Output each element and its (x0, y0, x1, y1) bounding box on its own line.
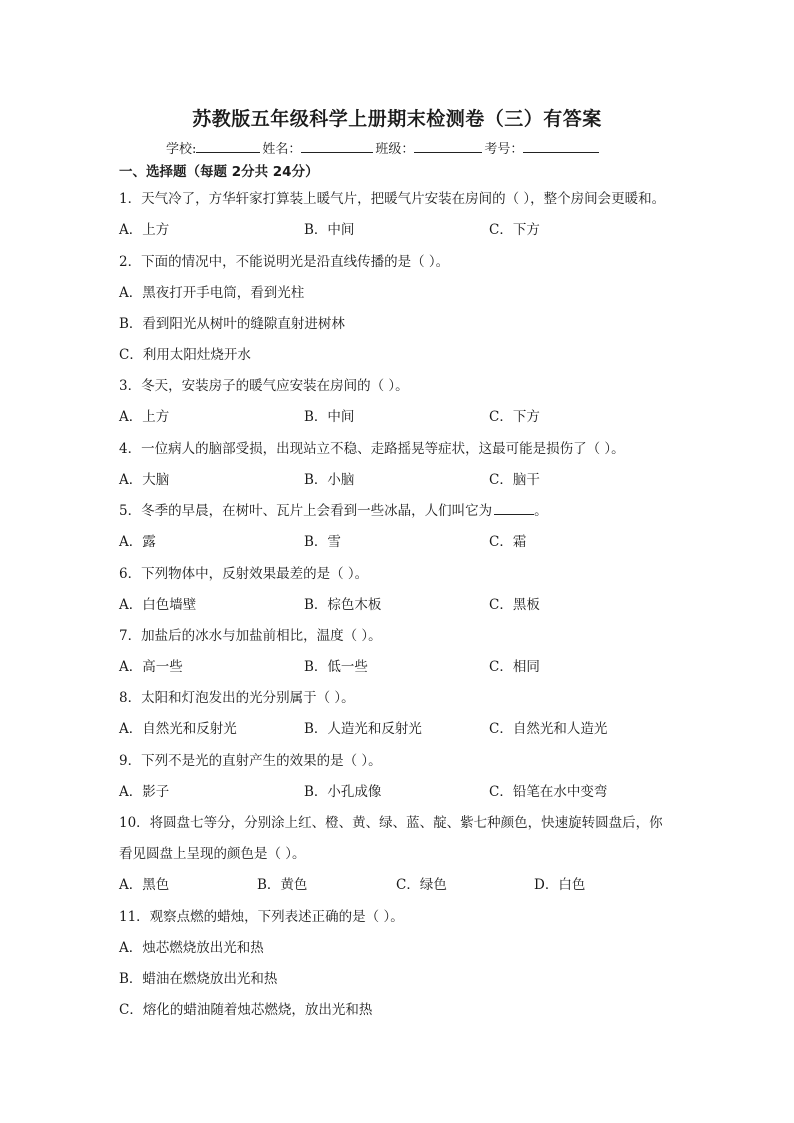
question-4: 4．一位病人的脑部受损，出现站立不稳、走路摇晃等症状，这最可能是损伤了（ ）。 (119, 441, 625, 457)
question-10-options (119, 873, 719, 893)
option-c[interactable]: C．脑干 (489, 472, 540, 488)
option-a[interactable]: A．高一些 (119, 659, 183, 675)
option-a[interactable]: A．黑色 (119, 877, 170, 893)
option-b[interactable]: B．小孔成像 (304, 784, 382, 800)
option-c[interactable]: C．自然光和人造光 (489, 721, 608, 737)
question-7-options (119, 655, 719, 675)
option-b[interactable]: B．看到阳光从树叶的缝隙直射进树林 (119, 316, 345, 332)
option-b[interactable]: B．黄色 (257, 877, 308, 893)
question-7: 7．加盐后的冰水与加盐前相比，温度（ ）。 (119, 628, 382, 644)
question-6-options (119, 593, 719, 613)
option-b[interactable]: B．小脑 (304, 472, 355, 488)
option-c[interactable]: C．熔化的蜡油随着烛芯燃烧，放出光和热 (119, 1002, 373, 1018)
section-heading: 一、选择题（每题 2分共 24分） (119, 164, 319, 180)
question-3: 3．冬天，安装房子的暖气应安装在房间的（ ）。 (119, 378, 409, 394)
question-9-options (119, 780, 719, 800)
question-11: 11．观察点燃的蜡烛，下列表述正确的是（ ）。 (119, 909, 404, 925)
option-b[interactable]: B．中间 (304, 222, 355, 238)
option-a[interactable]: A．自然光和反射光 (119, 721, 237, 737)
option-b[interactable]: B．棕色木板 (304, 597, 382, 613)
question-8: 8．太阳和灯泡发出的光分别属于（ ）。 (119, 690, 355, 706)
option-a[interactable]: A．黑夜打开手电筒，看到光柱 (119, 285, 305, 301)
option-b[interactable]: B．低一些 (304, 659, 368, 675)
question-1-options (119, 218, 719, 238)
option-c[interactable]: C．相同 (489, 659, 540, 675)
student-info-line (166, 138, 601, 157)
option-a[interactable]: A．上方 (119, 222, 170, 238)
option-c[interactable]: C．绿色 (396, 877, 447, 893)
option-b[interactable]: B．蜡油在燃烧放出光和热 (119, 971, 278, 987)
option-c[interactable]: C．下方 (489, 222, 540, 238)
option-c[interactable]: C．黑板 (489, 597, 540, 613)
question-4-options (119, 468, 719, 488)
question-1: 1．天气冷了，方华轩家打算装上暖气片，把暖气片安装在房间的（ ），整个房间会更暖和。 (119, 191, 666, 207)
question-5 (119, 499, 548, 519)
option-c[interactable]: C．利用太阳灶烧开水 (119, 347, 251, 363)
name-label: 姓名： (262, 142, 302, 157)
option-c[interactable]: C．下方 (489, 409, 540, 425)
question-10-line-2: 看见圆盘上呈现的颜色是（ ）。 (119, 846, 306, 862)
option-a[interactable]: A．上方 (119, 409, 170, 425)
question-8-options (119, 717, 719, 737)
name-blank[interactable] (301, 140, 373, 153)
page-title: 苏教版五年级科学上册期末检测卷（三）有答案 (192, 108, 602, 130)
question-5-text: 5．冬季的早晨，在树叶、瓦片上会看到一些冰晶，人们叫它为 (119, 503, 493, 519)
question-2: 2．下面的情况中，不能说明光是沿直线传播的是（ ）。 (119, 254, 450, 270)
question-3-options (119, 405, 719, 425)
question-5-suffix: 。 (534, 503, 548, 519)
option-c[interactable]: C．铅笔在水中变弯 (489, 784, 608, 800)
question-6: 6．下列物体中，反射效果最差的是（ ）。 (119, 566, 369, 582)
option-b[interactable]: B．中间 (304, 409, 355, 425)
option-b[interactable]: B．雪 (304, 534, 341, 550)
class-label: 班级： (375, 142, 415, 157)
class-blank[interactable] (414, 140, 482, 153)
option-a[interactable]: A．烛芯燃烧放出光和热 (119, 940, 264, 956)
option-a[interactable]: A．白色墙壁 (119, 597, 197, 613)
answer-blank[interactable] (494, 502, 534, 515)
option-d[interactable]: D．白色 (534, 877, 586, 893)
number-label: 考号： (484, 142, 524, 157)
question-10: 10．将圆盘七等分，分别涂上红、橙、黄、绿、蓝、靛、紫七种颜色，快速旋转圆盘后，你 (119, 815, 663, 831)
option-c[interactable]: C．霜 (489, 534, 527, 550)
school-label: 学校: (166, 142, 197, 157)
number-blank[interactable] (523, 140, 599, 153)
option-a[interactable]: A．影子 (119, 784, 170, 800)
question-9: 9．下列不是光的直射产生的效果的是（ ）。 (119, 753, 382, 769)
option-b[interactable]: B．人造光和反射光 (304, 721, 422, 737)
option-a[interactable]: A．露 (119, 534, 156, 550)
school-blank[interactable] (196, 140, 260, 153)
question-5-options (119, 530, 719, 550)
option-a[interactable]: A．大脑 (119, 472, 170, 488)
